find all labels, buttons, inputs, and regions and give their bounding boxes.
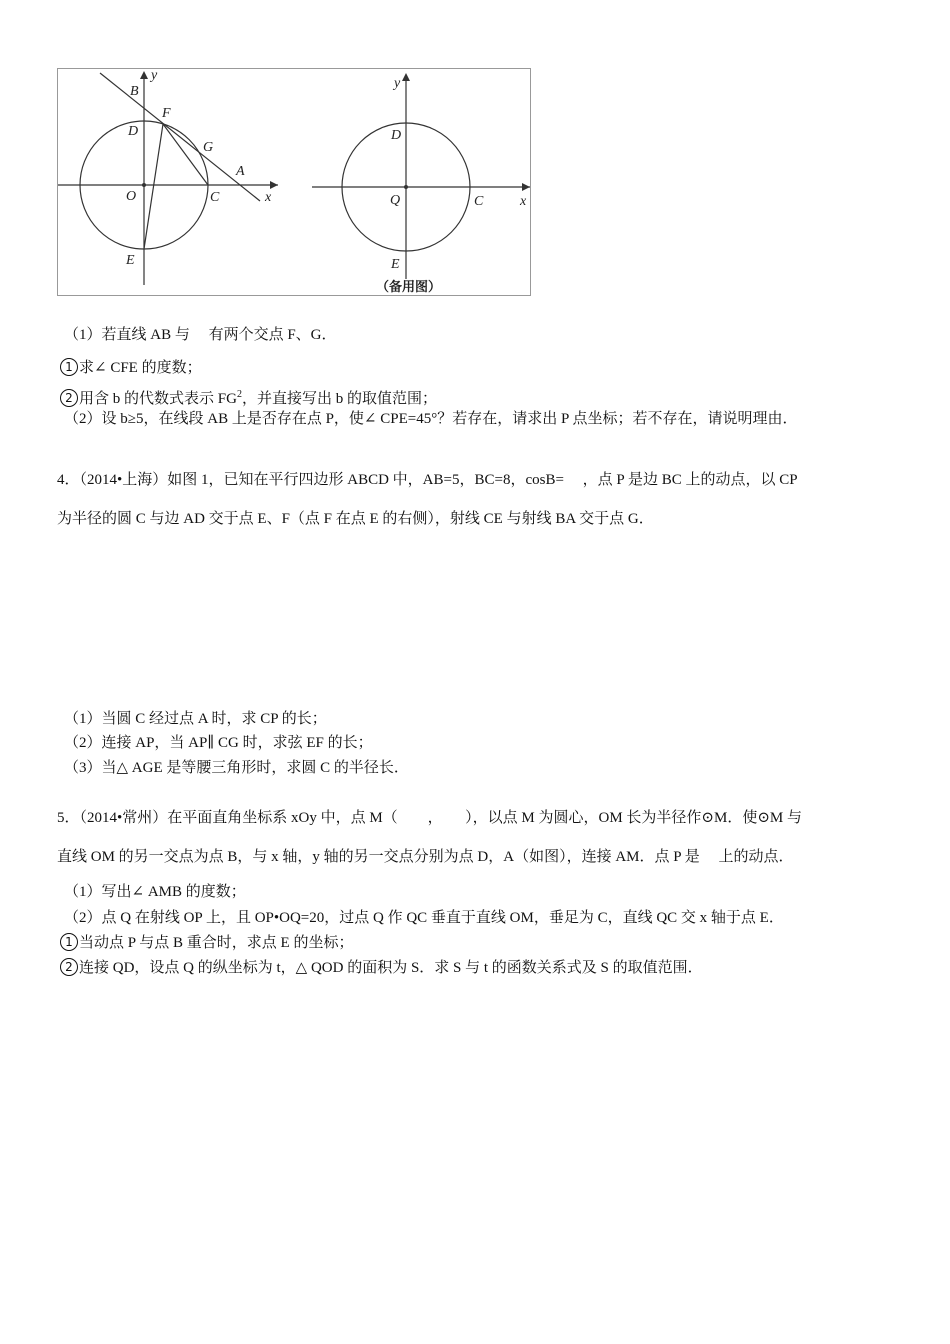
- geometry-figure: [57, 68, 531, 296]
- q3-part2: （2）设 b≥5，在线段 AB 上是否存在点 P，使∠ CPE=45°？若存在，请求出 P 点坐标；若不存在，请说明理由．: [64, 411, 798, 427]
- q5-part1: （1）写出∠ AMB 的度数；: [64, 884, 246, 900]
- right-label-e: E: [391, 257, 400, 272]
- right-label-q: Q: [390, 193, 401, 208]
- q4-part3: （3）当△ AGE 是等腰三角形时，求圆 C 的半径长．: [64, 760, 409, 776]
- q3-sub1-text: 求∠ CFE 的度数；: [79, 360, 202, 376]
- label-a: A: [236, 164, 245, 179]
- q3-sub2-text-b: ，并直接写出 b 的取值范围；: [241, 391, 437, 407]
- figure-svg: [58, 69, 532, 297]
- label-d: D: [128, 124, 139, 139]
- figure-caption: （备用图）: [376, 280, 442, 295]
- q5-sub2-number: 2: [60, 958, 78, 976]
- left-y-arrow: [140, 71, 148, 79]
- q5-sub1: [60, 933, 353, 953]
- left-diagram: [58, 69, 278, 285]
- segment-fe: [144, 124, 163, 249]
- left-x-arrow: [270, 181, 278, 189]
- left-label-x: x: [265, 190, 272, 205]
- q4-part1: （1）当圆 C 经过点 A 时，求 CP 的长；: [64, 711, 327, 727]
- label-g: G: [203, 140, 214, 155]
- q3-sub2: [60, 385, 437, 409]
- label-f: F: [162, 106, 171, 121]
- right-x-arrow: [522, 183, 530, 191]
- q3-part1: （1）若直线 AB 与 有两个交点 F、G．: [64, 327, 337, 343]
- right-origin-dot: [404, 185, 408, 189]
- right-y-arrow: [402, 73, 410, 81]
- right-diagram: [312, 73, 530, 295]
- q3-sub2-number: 2: [60, 389, 78, 407]
- right-label-d: D: [391, 128, 402, 143]
- q5-sub1-number: 1: [60, 933, 78, 951]
- label-c: C: [210, 190, 220, 205]
- q3-sub1: [60, 358, 202, 378]
- q5-part2: （2）点 Q 在射线 OP 上，且 OP•OQ=20，过点 Q 作 QC 垂直于直线 OM，垂足为 C，直线 QC 交 x 轴于点 E．: [64, 910, 784, 926]
- line-ab: [100, 73, 260, 201]
- label-e: E: [126, 253, 135, 268]
- right-label-y: y: [394, 76, 401, 91]
- q5-sub2-text: 连接 QD，设点 Q 的纵坐标为 t，△ QOD 的面积为 S．求 S 与 t 的函数关系式及 S 的取值范围．: [79, 960, 703, 976]
- q4-stem-line1: 4．（2014•上海）如图 1，已知在平行四边形 ABCD 中，AB=5，BC=8，cosB= ，点 P 是边 BC 上的动点，以 CP: [57, 472, 798, 488]
- q5-stem-line2: 直线 OM 的另一交点为点 B，与 x 轴，y 轴的另一交点分别为点 D，A（如图），连接 AM．点 P 是 上的动点．: [57, 849, 794, 865]
- q5-stem-line1: 5．（2014•常州）在平面直角坐标系 xOy 中，点 M（ ， ），以点 M 为圆心，OM 长为半径作⊙M．使⊙M 与: [57, 810, 802, 826]
- left-label-y: y: [151, 69, 158, 83]
- q3-sub2-text-a: 用含 b 的代数式表示 FG: [79, 391, 237, 407]
- left-origin-dot: [142, 183, 146, 187]
- q4-part2: （2）连接 AP，当 AP∥ CG 时，求弦 EF 的长；: [64, 735, 373, 751]
- q5-sub1-text: 当动点 P 与点 B 重合时，求点 E 的坐标；: [79, 935, 354, 951]
- label-b: B: [130, 84, 139, 99]
- label-o: O: [126, 189, 137, 204]
- q4-stem-line2: 为半径的圆 C 与边 AD 交于点 E、F（点 F 在点 E 的右侧），射线 CE 与射线 BA 交于点 G．: [57, 511, 654, 527]
- right-label-x: x: [520, 194, 527, 209]
- q5-sub2: [60, 958, 703, 978]
- q3-sub2-superscript: 2: [236, 389, 242, 400]
- right-label-c: C: [474, 194, 484, 209]
- q3-sub1-number: 1: [60, 358, 78, 376]
